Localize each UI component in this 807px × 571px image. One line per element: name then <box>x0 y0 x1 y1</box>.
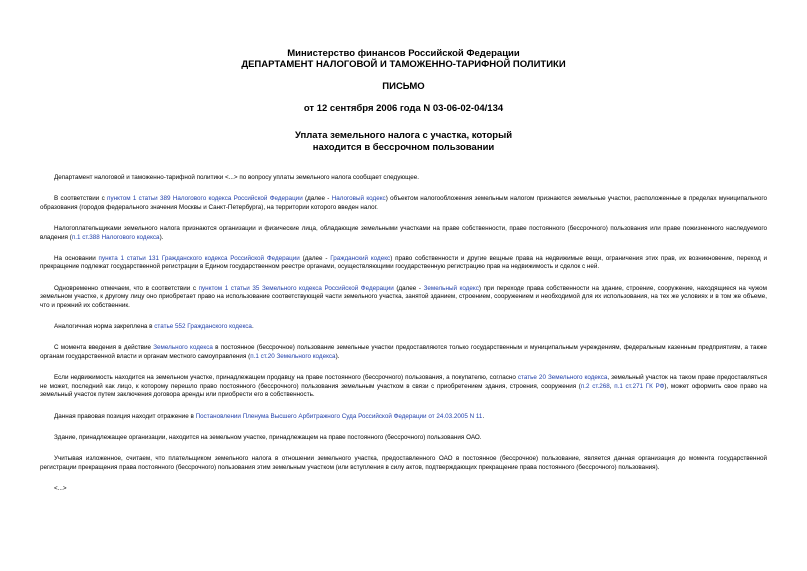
text: Налогоплательщиками земельного налога признаются организации и физические лица, обладающие земельными участками на праве собственности, праве постоянного (бессрочного) пользования или праве пожизненного наследуемого владения ( <box>40 225 767 241</box>
paragraph-4 <box>40 255 767 272</box>
text: , <box>609 382 615 390</box>
paragraph-10: Здание, принадлежащее организации, находится на земельном участке, принадлежащем на праве постоянного (бессрочного) пользования ОАО. <box>54 433 482 441</box>
link-civil-code[interactable]: Гражданский кодекс <box>330 255 391 263</box>
link-art552-civil-code[interactable]: статье 552 Гражданского кодекса <box>154 323 252 331</box>
paragraph-1: Департамент налоговой и таможенно-тарифной политики <...> по вопросу уплаты земельного налога сообщает следующее. <box>54 174 419 181</box>
link-art271-gk[interactable]: п.1 ст.271 ГК РФ <box>614 382 665 390</box>
link-art389-tax-code[interactable]: пунктом 1 статьи 389 Налогового кодекса Российской Федерации <box>107 195 303 203</box>
text: Аналогичная норма закреплена в <box>54 323 155 331</box>
text: ). <box>335 352 340 360</box>
link-art131-civil-code[interactable]: пункта 1 статьи 131 Гражданского кодекса Российской Федерации <box>98 255 300 263</box>
department-name: ДЕПАРТАМЕНТ НАЛОГОВОЙ И ТАМОЖЕННО-ТАРИФНОЙ ПОЛИТИКИ <box>241 59 566 70</box>
text: . <box>482 412 485 420</box>
link-art35-land-code[interactable]: пунктом 1 статьи 35 Земельного кодекса Российской Федерации <box>198 284 394 292</box>
paragraph-11: Учитывая изложенное, считаем, что плательщиком земельного налога в отношении земельного участка, предоставленного ОАО в постоянное (бессрочное) пользование, является данная организация до момента государственной регистрации прекращения права постоянного (бессрочного) пользования этим земельным участком (или вступления в силу актов, подтверждающих прекращение права постоянного (бессрочного) пользования). <box>40 455 767 471</box>
link-art388-tax-code[interactable]: п.1 ст.388 Налогового кодекса <box>71 233 160 241</box>
paragraph-3 <box>40 225 767 242</box>
text: ), может оформить свое право на земельный участок путем заключения договора аренды или приобрести его в собственность. <box>40 382 767 399</box>
link-tax-code[interactable]: Налоговый кодекс <box>331 195 386 203</box>
text: (далее - <box>302 195 332 203</box>
text: С момента введения в действие <box>54 344 154 352</box>
text: ) объектом налогообложения земельным налогом признаются земельные участки, расположенные в пределах муниципального образования (городов федерального значения Москвы и Санкт-Петербурга), на территории которого введен налог. <box>40 195 768 211</box>
text: в постоянное (бессрочное) пользование земельные участки предоставляются только государственным и муниципальным учреждениям, федеральным казенным предприятиям, а также органам государственной власти и органам местного самоуправления ( <box>40 344 768 360</box>
text: ) право собственности и другие вещные права на недвижимые вещи, ограничения этих прав, их возникновение, переход и прекращение подлежат государственной регистрации в Едином государственном реестре органами, осуществляющими государственную регистрацию прав на недвижимость и сделок с ней. <box>40 255 767 271</box>
paragraph-2 <box>40 195 767 212</box>
text: Одновременно отмечаем, что в соответствии с <box>54 284 199 292</box>
text: ) при переходе права собственности на здание, строение, сооружение, находящиеся на чужом земельном участке, к другому лицу оно приобретает право на использование соответствующей части земельного участка, занятой зданием, строением, сооружением и необходимой для их использования, на тех же условиях и в том же объеме, что и прежний их собственник. <box>40 284 768 309</box>
link-land-code-intro[interactable]: Земельного кодекса <box>153 344 213 352</box>
text: , земельный участок на таком праве предоставляться не может, последний как лицо, к которому перешло право постоянного (бессрочного) пользования земельным участком в связи с приобретением здания, строения, сооружения ( <box>40 374 768 390</box>
ministry-name: Министерство финансов Российской Федерации <box>287 48 520 59</box>
text: Если недвижимость находится на земельном участке, принадлежащем продавцу на праве постоянного (бессрочного) пользования, а покупателю, согласно <box>54 374 518 382</box>
paragraph-8 <box>40 374 767 399</box>
paragraph-7 <box>40 344 767 361</box>
document-title-line1: Уплата земельного налога с участка, который <box>294 130 513 141</box>
link-vas-resolution[interactable]: Постановлении Пленума Высшего Арбитражного Суда Российской Федерации от 24.03.2005 N 11 <box>195 412 483 420</box>
document-body <box>40 174 767 507</box>
link-art20-land-code[interactable]: п.1 ст.20 Земельного кодекса <box>250 352 336 360</box>
text: (далее - <box>299 255 331 263</box>
paragraph-ellipsis: <...> <box>54 485 67 493</box>
document-date-number: от 12 сентября 2006 года N 03-06-02-04/134 <box>303 103 504 114</box>
text: Данная правовая позиция находит отражение в <box>54 412 196 420</box>
text: . <box>251 323 254 331</box>
link-art20-land-code-2[interactable]: статье 20 Земельного кодекса <box>517 374 608 382</box>
paragraph-9 <box>40 413 767 421</box>
paragraph-6 <box>40 323 767 331</box>
link-land-code[interactable]: Земельный кодекс <box>423 284 479 292</box>
document-type: ПИСЬМО <box>382 81 425 92</box>
text: На основании <box>54 255 99 263</box>
document-title-line2: находится в бессрочном пользовании <box>312 142 495 153</box>
text: (далее - <box>393 284 424 292</box>
link-art268[interactable]: п.2 ст.268 <box>580 382 610 390</box>
text: ). <box>159 233 164 241</box>
paragraph-5 <box>40 285 767 310</box>
text: В соответствии с <box>54 195 108 203</box>
